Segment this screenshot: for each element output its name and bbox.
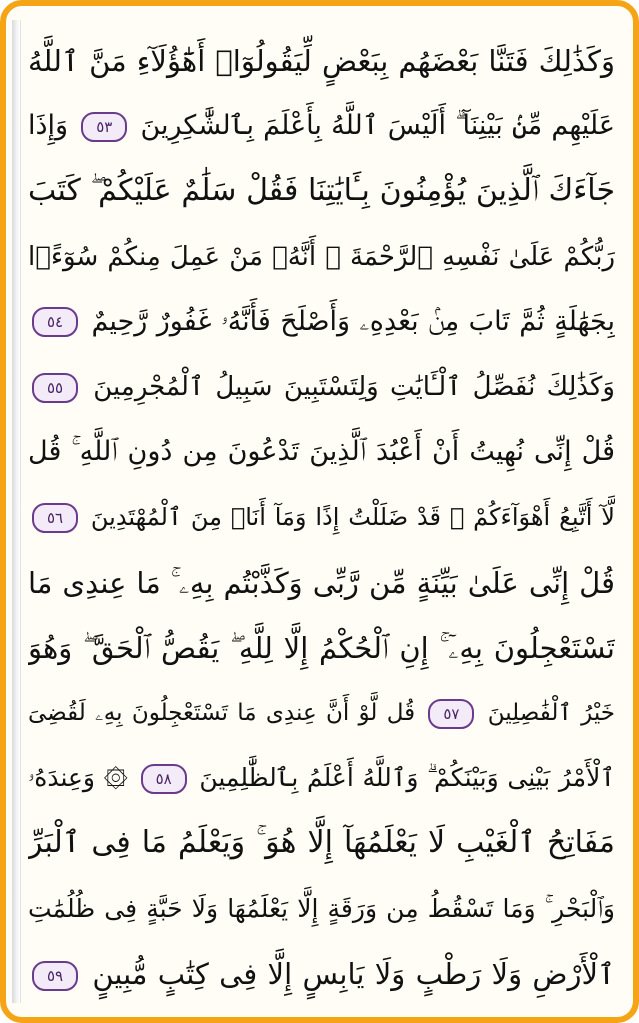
verse-text: قُل لَّوْ أَنَّ عِندِى مَا تَسْتَعْجِلُونَ بِهِۦ لَقُضِىَ (28, 700, 416, 727)
verse-line (28, 619, 615, 677)
verse-line (28, 293, 615, 351)
verse-line (28, 32, 615, 90)
ayah-number-marker[interactable]: ٥٣ (81, 112, 127, 142)
verse-line (28, 358, 615, 416)
verse-text: ٱلْأَمْرُ بَيْنِى وَبَيْنَكُمْ ۗ وَٱللَّهُ أَعْلَمُ بِٱلظَّٰلِمِينَ (199, 763, 615, 793)
book-spine (12, 20, 21, 1003)
verse-text: ۞ وَعِندَهُۥ (28, 763, 128, 793)
verse-text: لَّآ أَتَّبِعُ أَهْوَآءَكُمْ ۙ قَدْ ضَلَلْتُ إِذًا وَمَآ أَنَا۠ مِنَ ٱلْمُهْتَدِينَ (90, 503, 615, 532)
verse-text: بِجَهَٰلَةٍ ثُمَّ تَابَ مِنۢ بَعْدِهِۦ وَأَصْلَحَ فَأَنَّهُۥ غَفُورٌ رَّحِيمٌ (91, 305, 615, 337)
verse-text: ٱلْأَرْضِ وَلَا رَطْبٍ وَلَا يَابِسٍ إِلَّا فِى كِتَٰبٍ مُّبِينٍ (92, 956, 615, 991)
verse-text: وَإِذَا (28, 110, 69, 142)
verse-line (28, 684, 615, 742)
verse-text: قُلْ إِنِّى عَلَىٰ بَيِّنَةٍ مِّن رَّبِّى وَكَذَّبْتُم بِهِۦ ۚ مَا عِندِى مَا (28, 565, 615, 600)
verse-text: وَكَذَٰلِكَ نُفَصِّلُ ٱلْـَٔايَٰتِ وَلِتَسْتَبِينَ سَبِيلُ ٱلْمُجْرِمِينَ (93, 372, 615, 403)
verse-text: رَبُّكُمْ عَلَىٰ نَفْسِهِ ٱلرَّحْمَةَ ۖ أَنَّهُۥ مَنْ عَمِلَ مِنكُمْ سُوٓءًۢا (28, 241, 615, 272)
verse-line (28, 97, 615, 155)
verse-line (28, 749, 615, 807)
ayah-number-marker[interactable]: ٥٨ (141, 764, 187, 794)
verse-line (28, 945, 615, 1003)
ayah-number-marker[interactable]: ٥٥ (32, 373, 78, 403)
verse-line (28, 228, 615, 286)
verse-line (28, 423, 615, 481)
ayah-number-marker[interactable]: ٥٤ (32, 307, 78, 337)
ayah-number-marker[interactable]: ٥٩ (32, 961, 78, 991)
verse-text: وَكَذَٰلِكَ فَتَنَّا بَعْضَهُم بِبَعْضٍ لِّيَقُولُوٓا۟ أَهَٰٓؤُلَآءِ مَنَّ ٱللَّهُ (28, 44, 615, 78)
verse-line (28, 162, 615, 220)
verse-line (28, 554, 615, 612)
verse-line (28, 814, 615, 872)
ayah-number-marker[interactable]: ٥٧ (428, 699, 474, 729)
mushaf-page (28, 32, 615, 1003)
verse-text: جَآءَكَ ٱلَّذِينَ يُؤْمِنُونَ بِـَٔايَٰتِنَا فَقُلْ سَلَٰمٌ عَلَيْكُمْ ۖ كَتَبَ (28, 173, 615, 209)
verse-line (28, 880, 615, 938)
verse-text: تَسْتَعْجِلُونَ بِهِۦٓ ۚ إِنِ ٱلْحُكْمُ إِلَّا لِلَّهِ ۖ يَقُصُّ ٱلْحَقَّ ۖ وَهُوَ (28, 630, 615, 665)
ayah-number-marker[interactable]: ٥٦ (32, 503, 78, 533)
verse-line (28, 488, 615, 546)
verse-text: مَفَاتِحُ ٱلْغَيْبِ لَا يَعْلَمُهَآ إِلَّا هُوَ ۚ وَيَعْلَمُ مَا فِى ٱلْبَرِّ (28, 825, 615, 861)
verse-text: خَيْرُ ٱلْفَٰصِلِينَ (487, 700, 615, 727)
verse-text: قُلْ إِنِّى نُهِيتُ أَنْ أَعْبُدَ ٱلَّذِينَ تَدْعُونَ مِن دُونِ ٱللَّهِ ۚ قُل (28, 436, 615, 468)
verse-text: عَلَيْهِم مِّنۢ بَيْنِنَآ ۗ أَلَيْسَ ٱللَّهُ بِأَعْلَمَ بِٱلشَّٰكِرِينَ (140, 110, 615, 142)
verse-text: وَٱلْبَحْرِ ۚ وَمَا تَسْقُطُ مِن وَرَقَةٍ إِلَّا يَعْلَمُهَا وَلَا حَبَّةٍ فِى ظُلُمَٰتِ (28, 893, 615, 923)
